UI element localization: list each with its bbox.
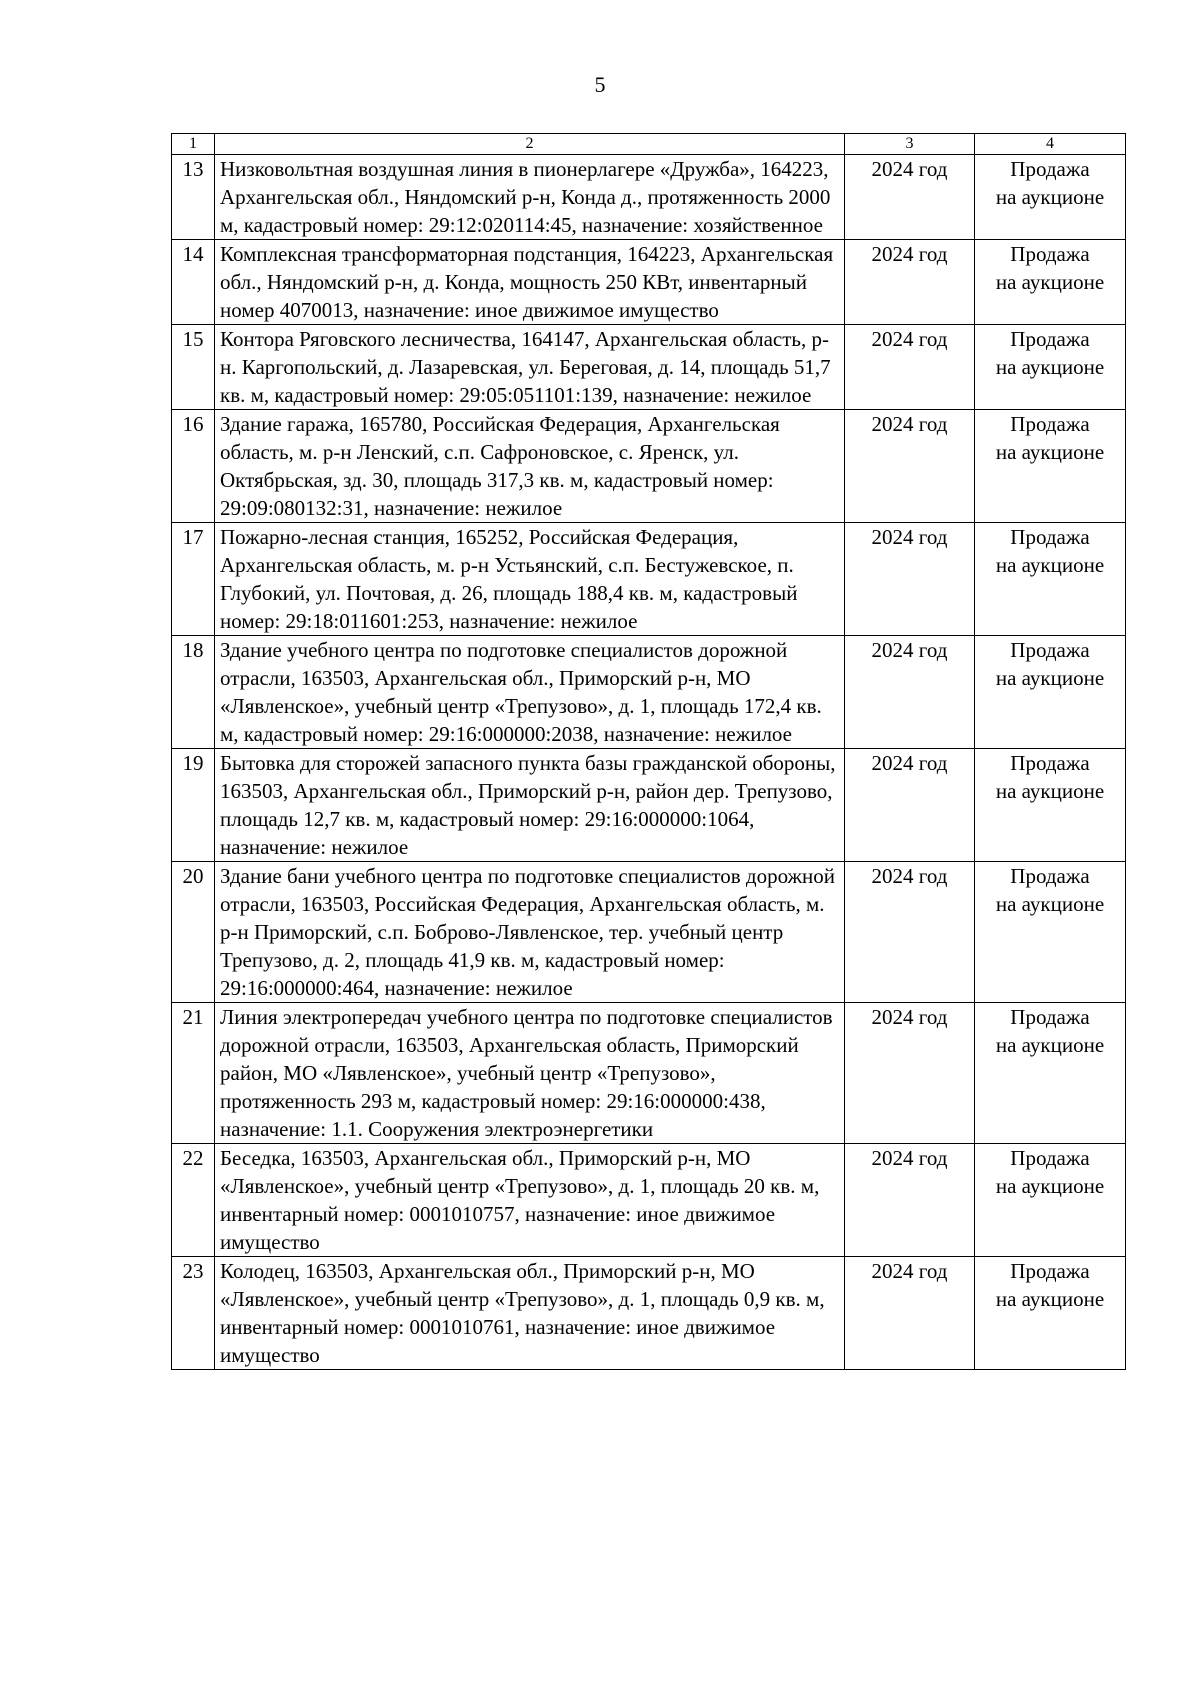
row-number: 20 [172, 862, 215, 1003]
sale-method-line-2: на аукционе [995, 440, 1105, 464]
sale-year: 2024 год [845, 1003, 975, 1144]
sale-method-line-2: на аукционе [995, 553, 1105, 577]
sale-method [975, 1003, 1126, 1144]
sale-method-line-2: на аукционе [995, 270, 1105, 294]
sale-method-line-1: Продажа [1010, 1005, 1090, 1029]
row-number: 17 [172, 523, 215, 636]
column-number-3: 3 [845, 134, 975, 155]
row-number: 13 [172, 155, 215, 240]
row-number: 19 [172, 749, 215, 862]
sale-method [975, 636, 1126, 749]
row-number: 18 [172, 636, 215, 749]
table-row [172, 1257, 1126, 1370]
sale-year: 2024 год [845, 1257, 975, 1370]
sale-method-line-2: на аукционе [995, 1033, 1105, 1057]
sale-year: 2024 год [845, 1144, 975, 1257]
property-description: Колодец, 163503, Архангельская обл., Приморский р-н, МО «Лявленское», учебный центр «Трепузово», д. 1, площадь 0,9 кв. м, инвентарный номер: 0001010761, назначение: иное движимое имущество [215, 1257, 845, 1370]
sale-year: 2024 год [845, 523, 975, 636]
table-row [172, 749, 1126, 862]
row-number: 16 [172, 410, 215, 523]
sale-method-line-2: на аукционе [995, 355, 1105, 379]
property-description: Комплексная трансформаторная подстанция, 164223, Архангельская обл., Няндомский р-н, д. Конда, мощность 250 КВт, инвентарный номер 4070013, назначение: иное движимое имущество [215, 240, 845, 325]
sale-method-line-1: Продажа [1010, 1259, 1090, 1283]
sale-method-line-1: Продажа [1010, 525, 1090, 549]
sale-method [975, 155, 1126, 240]
sale-method [975, 1257, 1126, 1370]
property-description: Бытовка для сторожей запасного пункта базы гражданской обороны, 163503, Архангельская обл., Приморский р-н, район дер. Трепузово, площадь 12,7 кв. м, кадастровый номер: 29:16:000000:1064, назначение: нежилое [215, 749, 845, 862]
sale-method [975, 523, 1126, 636]
sale-year: 2024 год [845, 410, 975, 523]
sale-year: 2024 год [845, 862, 975, 1003]
sale-method-line-1: Продажа [1010, 1146, 1090, 1170]
sale-year: 2024 год [845, 749, 975, 862]
sale-year: 2024 год [845, 240, 975, 325]
sale-method-line-1: Продажа [1010, 242, 1090, 266]
page-number: 5 [594, 72, 606, 97]
table-row [172, 410, 1126, 523]
table-row [172, 523, 1126, 636]
sale-method-line-1: Продажа [1010, 327, 1090, 351]
sale-method [975, 325, 1126, 410]
row-number: 14 [172, 240, 215, 325]
property-description: Пожарно-лесная станция, 165252, Российская Федерация, Архангельская область, м. р-н Устьянский, с.п. Бестужевское, п. Глубокий, ул. Почтовая, д. 26, площадь 188,4 кв. м, кадастровый номер: 29:18:011601:253, назначение: нежилое [215, 523, 845, 636]
property-description: Низковольтная воздушная линия в пионерлагере «Дружба», 164223, Архангельская обл., Няндомский р-н, Конда д., протяженность 2000 м, кадастровый номер: 29:12:020114:45, назначение: хозяйственное [215, 155, 845, 240]
sale-year: 2024 год [845, 325, 975, 410]
header-row [172, 134, 1126, 155]
column-number-2: 2 [215, 134, 845, 155]
row-number: 21 [172, 1003, 215, 1144]
table-row [172, 240, 1126, 325]
sale-year: 2024 год [845, 636, 975, 749]
sale-method-line-2: на аукционе [995, 185, 1105, 209]
property-description: Беседка, 163503, Архангельская обл., Приморский р-н, МО «Лявленское», учебный центр «Трепузово», д. 1, площадь 20 кв. м, инвентарный номер: 0001010757, назначение: иное движимое имущество [215, 1144, 845, 1257]
sale-method-line-2: на аукционе [995, 666, 1105, 690]
property-description: Здание гаража, 165780, Российская Федерация, Архангельская область, м. р-н Ленский, с.п. Сафроновское, с. Яренск, ул. Октябрьская, зд. 30, площадь 317,3 кв. м, кадастровый номер: 29:09:080132:31, назначение: нежилое [215, 410, 845, 523]
sale-year: 2024 год [845, 155, 975, 240]
sale-method [975, 240, 1126, 325]
table-row [172, 636, 1126, 749]
sale-method-line-1: Продажа [1010, 864, 1090, 888]
sale-method-line-1: Продажа [1010, 638, 1090, 662]
table-header [172, 134, 1126, 155]
property-description: Линия электропередач учебного центра по подготовке специалистов дорожной отрасли, 163503, Архангельская область, Приморский район, МО «Лявленское», учебный центр «Трепузово», протяженность 293 м, кадастровый номер: 29:16:000000:438, назначение: 1.1. Сооружения электроэнергетики [215, 1003, 845, 1144]
table-row [172, 862, 1126, 1003]
table-row [172, 155, 1126, 240]
row-number: 22 [172, 1144, 215, 1257]
sale-method [975, 1144, 1126, 1257]
sale-method-line-1: Продажа [1010, 751, 1090, 775]
sale-method-line-2: на аукционе [995, 779, 1105, 803]
sale-method-line-2: на аукционе [995, 1287, 1105, 1311]
sale-method-line-2: на аукционе [995, 1174, 1105, 1198]
sale-method-line-2: на аукционе [995, 892, 1105, 916]
property-description: Здание учебного центра по подготовке специалистов дорожной отрасли, 163503, Архангельская обл., Приморский р-н, МО «Лявленское», учебный центр «Трепузово», д. 1, площадь 172,4 кв. м, кадастровый номер: 29:16:000000:2038, назначение: нежилое [215, 636, 845, 749]
row-number: 15 [172, 325, 215, 410]
property-description: Контора Ряговского лесничества, 164147, Архангельская область, р-н. Каргопольский, д. Лазаревская, ул. Береговая, д. 14, площадь 51,7 кв. м, кадастровый номер: 29:05:051101:139, назначение: нежилое [215, 325, 845, 410]
property-description: Здание бани учебного центра по подготовке специалистов дорожной отрасли, 163503, Российская Федерация, Архангельская область, м. р-н Приморский, с.п. Боброво-Лявленское, тер. учебный центр Трепузово, д. 2, площадь 41,9 кв. м, кадастровый номер: 29:16:000000:464, назначение: нежилое [215, 862, 845, 1003]
table-body [172, 155, 1126, 1370]
column-number-1: 1 [172, 134, 215, 155]
column-number-4: 4 [975, 134, 1126, 155]
sale-method [975, 749, 1126, 862]
table-row [172, 325, 1126, 410]
table-row [172, 1144, 1126, 1257]
property-table [171, 133, 1126, 1370]
row-number: 23 [172, 1257, 215, 1370]
table-row [172, 1003, 1126, 1144]
sale-method [975, 862, 1126, 1003]
sale-method [975, 410, 1126, 523]
sale-method-line-1: Продажа [1010, 412, 1090, 436]
sale-method-line-1: Продажа [1010, 157, 1090, 181]
